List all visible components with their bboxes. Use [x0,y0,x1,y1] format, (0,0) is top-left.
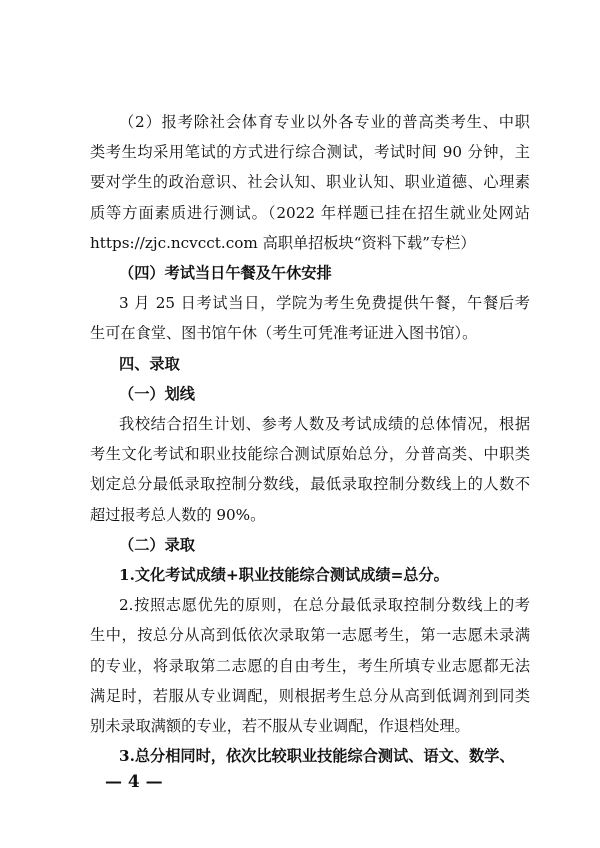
rule-item-1: 1.文化考试成绩+职业技能综合测试成绩=总分。 [119,566,449,584]
paragraph-line: 别未录取满额的专业，若不服从专业调配，作退档处理。 [90,717,470,735]
page-number: — 4 — [105,772,163,792]
rule-item-3: 3.总分相同时，依次比较职业技能综合测试、语文、数学、 [119,747,515,766]
paragraph-line: 质等方面素质进行测试。（2022 年样题已挂在招生就业处网站 [90,203,530,222]
paragraph-line: 类考生均采用笔试的方式进行综合测试，考试时间 90 分钟，主 [90,143,530,162]
paragraph-line: （2）报考除社会体育专业以外各专业的普高类考生、中职 [119,113,530,131]
paragraph-line: 生中，按总分从高到低依次录取第一志愿考生，第一志愿未录满 [90,626,530,645]
subsection-heading-admission: （二）录取 [119,535,195,554]
paragraph-line: 的专业，将录取第二志愿的自由考生，考生所填专业志愿都无法 [90,656,530,675]
paragraph-line: https://zjc.ncvcct.com 高职单招板块“资料下载”专栏） [90,233,476,252]
paragraph-line: 划定总分最低录取控制分数线，最低录取控制分数线上的人数不 [90,475,530,494]
paragraph-line: 考生文化考试和职业技能综合测试原始总分，分普高类、中职类 [90,445,530,464]
paragraph-line: 满足时，若服从专业调配，则根据考生总分从高到低调剂到同类 [90,686,530,705]
rule-item-2: 2.按照志愿优先的原则，在总分最低录取控制分数线上的考 [119,596,530,615]
paragraph-line: 我校结合招生计划、参考人数及考试成绩的总体情况，根据 [119,415,530,433]
paragraph-line: 生可在食堂、图书馆午休（考生可凭准考证进入图书馆）。 [90,324,478,343]
subsection-heading-cutoff: （一）划线 [119,384,195,403]
paragraph-line: 超过报考总人数的 90%。 [90,505,266,524]
section-heading-lunch: （四）考试当日午餐及午休安排 [119,264,332,282]
paragraph-line: 3 月 25 日考试当日，学院为考生免费提供午餐，午餐后考 [119,294,530,313]
paragraph-line: 要对学生的政治意识、社会认知、职业认知、职业道德、心理素 [90,173,530,192]
section-heading-admission: 四、录取 [119,354,180,373]
